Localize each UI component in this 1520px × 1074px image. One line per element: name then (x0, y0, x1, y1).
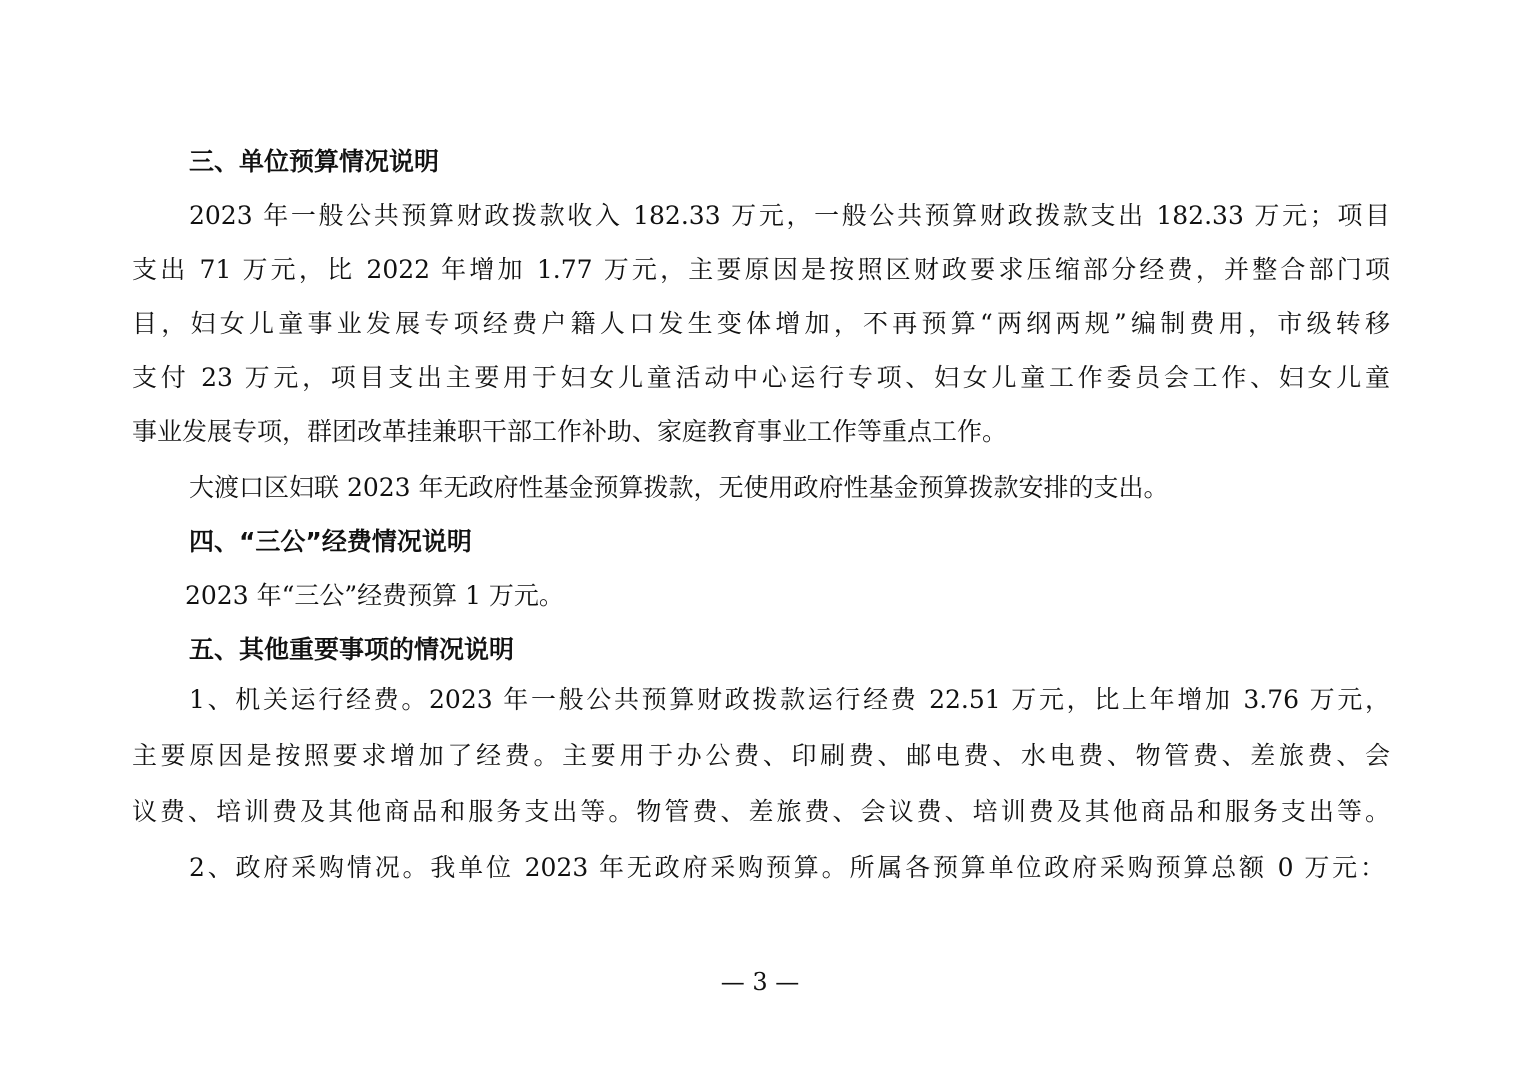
paragraph-line: 2023 年“三公”经费预算 1 万元。 (185, 581, 564, 610)
paragraph-line: 主要原因是按照要求增加了经费。主要用于办公费、印刷费、邮电费、水电费、物管费、差旅费、会 (132, 741, 1390, 770)
paragraph-line: 支付 23 万元，项目支出主要用于妇女儿童活动中心运行专项、妇女儿童工作委员会工作、妇女儿童 (132, 363, 1390, 392)
paragraph-line: 议费、培训费及其他商品和服务支出等。物管费、差旅费、会议费、培训费及其他商品和服务支出等。 (132, 797, 1390, 826)
paragraph-line: 事业发展专项，群团改革挂兼职干部工作补助、家庭教育事业工作等重点工作。 (132, 417, 1008, 446)
paragraph-line: 1、机关运行经费。2023 年一般公共预算财政拨款运行经费 22.51 万元，比上年增加 3.76 万元， (189, 685, 1390, 714)
section-heading-4: 四、“三公”经费情况说明 (189, 527, 472, 556)
paragraph-line: 2、政府采购情况。我单位 2023 年无政府采购预算。所属各预算单位政府采购预算总额 0 万元： (189, 853, 1385, 882)
paragraph-line: 支出 71 万元，比 2022 年增加 1.77 万元，主要原因是按照区财政要求压缩部分经费，并整合部门项 (132, 255, 1390, 284)
section-heading-5: 五、其他重要事项的情况说明 (189, 635, 515, 664)
page-number: — 3 — (720, 968, 800, 996)
paragraph-line: 2023 年一般公共预算财政拨款收入 182.33 万元，一般公共预算财政拨款支出 182.33 万元；项目 (189, 201, 1390, 230)
paragraph-line: 目，妇女儿童事业发展专项经费户籍人口发生变体增加，不再预算“两纲两规”编制费用，市级转移 (132, 309, 1390, 338)
paragraph-line: 大渡口区妇联 2023 年无政府性基金预算拨款，无使用政府性基金预算拨款安排的支出。 (189, 473, 1169, 502)
section-heading-3: 三、单位预算情况说明 (189, 147, 440, 176)
